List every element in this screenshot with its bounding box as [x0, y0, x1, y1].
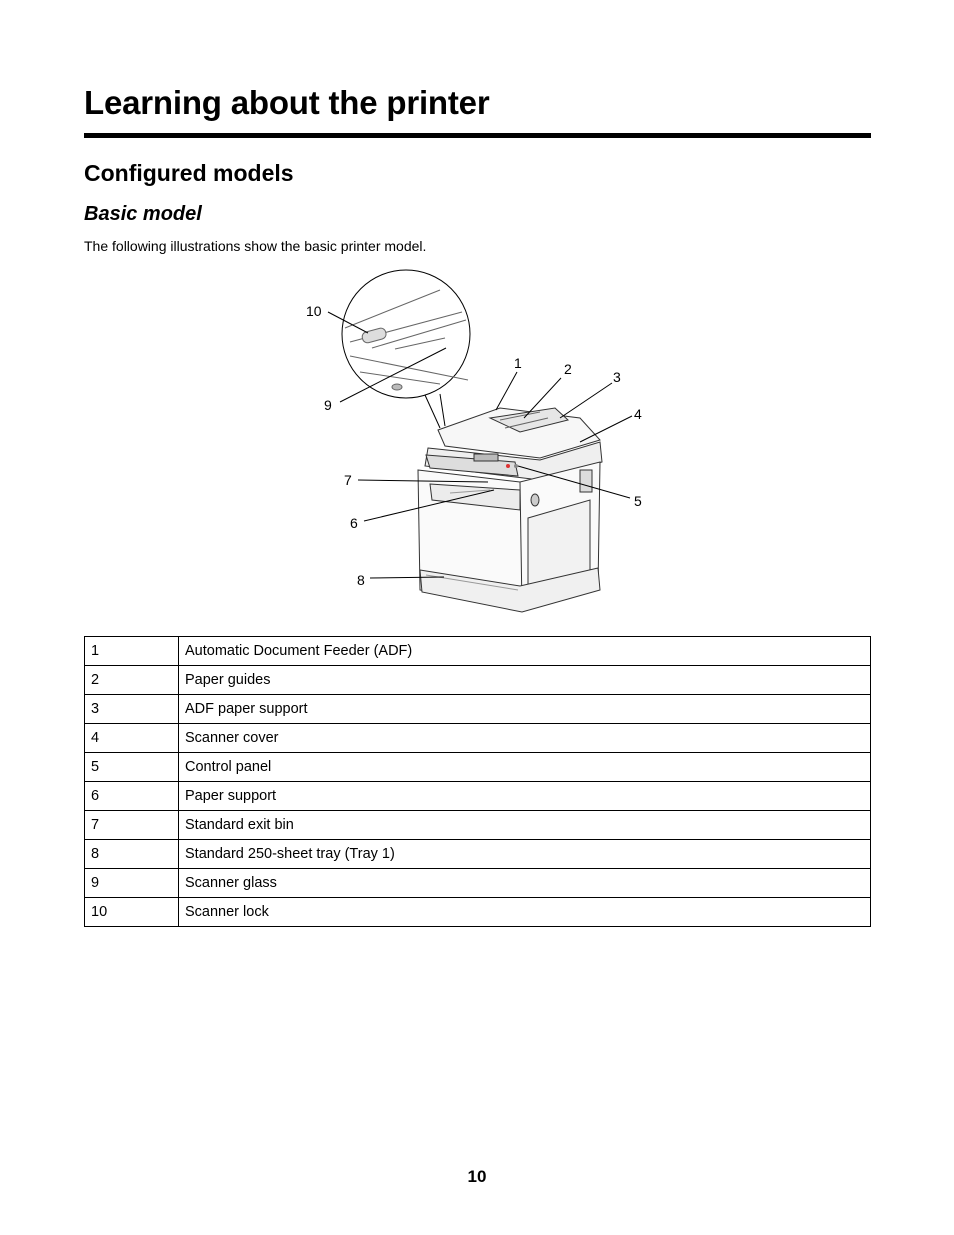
- part-label: Standard 250-sheet tray (Tray 1): [179, 840, 871, 869]
- callout-6: 6: [350, 515, 358, 531]
- part-label: Control panel: [179, 753, 871, 782]
- subsection-heading: Basic model: [84, 203, 202, 225]
- part-label: Automatic Document Feeder (ADF): [179, 637, 871, 666]
- part-number: 8: [85, 840, 179, 869]
- part-number: 9: [85, 869, 179, 898]
- printer-illustration: [290, 262, 670, 620]
- callout-5: 5: [634, 493, 642, 509]
- part-label: Paper guides: [179, 666, 871, 695]
- parts-table: [84, 636, 871, 927]
- printer-body: [418, 408, 602, 612]
- table-row: [85, 782, 871, 811]
- callout-4: 4: [634, 406, 642, 422]
- callout-3: 3: [613, 369, 621, 385]
- part-label: Paper support: [179, 782, 871, 811]
- part-number: 4: [85, 724, 179, 753]
- callout-9: 9: [324, 397, 332, 413]
- table-row: [85, 637, 871, 666]
- table-row: [85, 840, 871, 869]
- callout-1: 1: [514, 355, 522, 371]
- callout-2: 2: [564, 361, 572, 377]
- page-number: 10: [467, 1167, 487, 1186]
- part-label: Scanner glass: [179, 869, 871, 898]
- section-heading: Configured models: [84, 160, 294, 186]
- callout-7: 7: [344, 472, 352, 488]
- table-row: [85, 666, 871, 695]
- part-number: 2: [85, 666, 179, 695]
- part-number: 7: [85, 811, 179, 840]
- table-row: [85, 869, 871, 898]
- table-row: [85, 811, 871, 840]
- part-label: ADF paper support: [179, 695, 871, 724]
- title-rule: [84, 133, 871, 138]
- callout-10: 10: [306, 303, 322, 319]
- part-number: 1: [85, 637, 179, 666]
- part-number: 5: [85, 753, 179, 782]
- part-number: 3: [85, 695, 179, 724]
- callout-8: 8: [357, 572, 365, 588]
- part-number: 6: [85, 782, 179, 811]
- part-label: Scanner cover: [179, 724, 871, 753]
- part-label: Standard exit bin: [179, 811, 871, 840]
- page-title: Learning about the printer: [84, 84, 490, 121]
- table-row: [85, 753, 871, 782]
- part-label: Scanner lock: [179, 898, 871, 927]
- part-number: 10: [85, 898, 179, 927]
- table-row: [85, 898, 871, 927]
- table-row: [85, 695, 871, 724]
- table-row: [85, 724, 871, 753]
- intro-paragraph: The following illustrations show the basic printer model.: [84, 238, 427, 254]
